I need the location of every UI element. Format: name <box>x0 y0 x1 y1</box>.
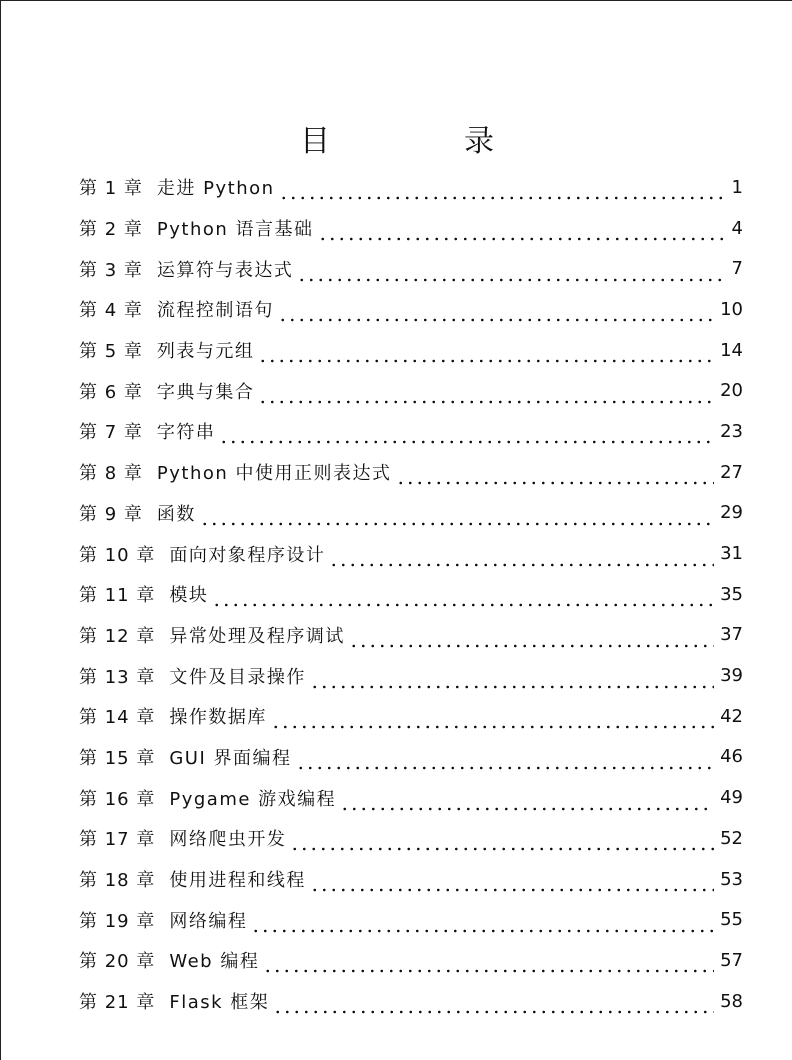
toc-chapter-number: 第 8 章 <box>79 463 143 485</box>
toc-entry-title: 函数 <box>156 503 196 525</box>
toc-chapter-number: 第 12 章 <box>79 625 156 647</box>
dot-leader <box>396 467 715 485</box>
toc-entry-title: 操作数据库 <box>169 707 267 729</box>
toc-entry-title: Pygame 游戏编程 <box>169 788 337 810</box>
toc-page-number: 37 <box>720 624 743 646</box>
toc-entry <box>79 655 743 696</box>
toc-page-number: 4 <box>731 217 743 239</box>
toc-page-number: 29 <box>720 502 743 524</box>
toc-entry <box>79 574 743 615</box>
dot-leader <box>340 793 714 811</box>
toc-entry <box>79 208 743 249</box>
toc-entry <box>79 777 743 818</box>
toc-page-number: 31 <box>720 543 743 565</box>
dot-leader <box>200 508 714 526</box>
toc-entry-title: 模块 <box>169 585 209 607</box>
toc-chapter-number: 第 5 章 <box>79 341 143 363</box>
toc-chapter-number: 第 2 章 <box>79 219 143 241</box>
toc-entry-title: 使用进程和线程 <box>169 870 306 892</box>
toc-entry <box>79 981 743 1022</box>
toc-entry-title: 运算符与表达式 <box>156 259 294 281</box>
dot-leader <box>212 589 714 607</box>
toc-entry-title: 走进 Python <box>156 178 275 200</box>
toc-chapter-number: 第 21 章 <box>79 992 156 1014</box>
toc-page-number: 55 <box>720 909 743 931</box>
toc-chapter-number: 第 10 章 <box>79 544 156 566</box>
toc-chapter-number: 第 7 章 <box>79 422 143 444</box>
dot-leader <box>310 671 714 689</box>
toc-entry-title: Web 编程 <box>169 951 260 973</box>
toc-entry <box>79 330 743 371</box>
dot-leader <box>258 345 714 363</box>
toc-entry-title: 面向对象程序设计 <box>169 544 326 566</box>
toc-entry-title: Python 中使用正则表达式 <box>156 463 392 485</box>
toc-chapter-number: 第 15 章 <box>79 747 156 769</box>
toc-page-number: 20 <box>720 380 743 402</box>
toc-chapter-number: 第 17 章 <box>79 829 156 851</box>
dot-leader <box>318 223 723 241</box>
dot-leader <box>349 630 714 648</box>
toc-entry <box>79 940 743 981</box>
toc-page-number: 23 <box>720 420 743 442</box>
toc-chapter-number: 第 16 章 <box>79 788 156 810</box>
dot-leader <box>219 426 714 444</box>
toc-entry-title: 网络爬虫开发 <box>169 829 287 851</box>
toc-chapter-number: 第 14 章 <box>79 707 156 729</box>
toc-page-number: 35 <box>720 583 743 605</box>
dot-leader <box>258 386 714 404</box>
toc-entry <box>79 615 743 656</box>
toc-page-number: 52 <box>720 827 743 849</box>
toc-entry <box>79 533 743 574</box>
toc-entry <box>79 737 743 778</box>
dot-leader <box>273 996 714 1014</box>
toc-page-number: 46 <box>720 746 743 768</box>
toc-page-number: 53 <box>720 868 743 890</box>
dot-leader <box>271 711 714 729</box>
dot-leader <box>297 264 723 282</box>
dot-leader <box>329 549 714 567</box>
toc-entry-title: 字典与集合 <box>156 381 255 403</box>
toc-page-number: 39 <box>720 665 743 687</box>
toc-chapter-number: 第 9 章 <box>79 503 143 525</box>
dot-leader <box>251 915 714 933</box>
toc-page-number: 10 <box>720 298 743 320</box>
toc-entry <box>79 452 743 493</box>
toc-chapter-number: 第 11 章 <box>79 585 156 607</box>
toc-entry-title: Python 语言基础 <box>156 219 314 241</box>
toc-entry <box>79 859 743 900</box>
toc-entry-title: 列表与元组 <box>156 341 255 363</box>
toc-page-number: 27 <box>720 461 743 483</box>
dot-leader <box>310 874 714 892</box>
toc-chapter-number: 第 18 章 <box>79 870 156 892</box>
toc-entry <box>79 696 743 737</box>
toc-chapter-number: 第 19 章 <box>79 910 156 932</box>
toc-entry <box>79 248 743 289</box>
toc-entry-title: 异常处理及程序调试 <box>169 625 345 647</box>
toc-entry <box>79 899 743 940</box>
toc-entry <box>79 493 743 534</box>
toc-entry <box>79 411 743 452</box>
toc-chapter-number: 第 3 章 <box>79 259 143 281</box>
page-title: 目 录 <box>300 124 546 159</box>
toc-chapter-number: 第 1 章 <box>79 178 143 200</box>
toc-page-number: 57 <box>720 949 743 971</box>
dot-leader <box>290 833 714 851</box>
toc-chapter-number: 第 4 章 <box>79 300 143 322</box>
toc-chapter-number: 第 13 章 <box>79 666 156 688</box>
toc-page-number: 58 <box>720 990 743 1012</box>
toc-page-number: 49 <box>720 787 743 809</box>
toc-chapter-number: 第 6 章 <box>79 381 143 403</box>
toc-page-number: 1 <box>731 176 743 198</box>
toc-entry-title: 文件及目录操作 <box>169 666 306 688</box>
toc-entry-title: 字符串 <box>156 422 216 444</box>
dot-leader <box>279 182 723 200</box>
toc-entry <box>79 289 743 330</box>
toc-entry-title: GUI 界面编程 <box>169 747 292 769</box>
toc-page-number: 42 <box>720 705 743 727</box>
dot-leader <box>296 752 715 770</box>
toc-page-number: 7 <box>731 258 743 280</box>
toc-page-number: 14 <box>720 339 743 361</box>
dot-leader <box>278 304 714 322</box>
table-of-contents <box>79 167 743 1021</box>
toc-entry <box>79 818 743 859</box>
toc-entry <box>79 167 743 208</box>
toc-entry <box>79 370 743 411</box>
dot-leader <box>263 955 714 973</box>
toc-entry-title: Flask 框架 <box>169 992 270 1014</box>
toc-entry-title: 网络编程 <box>169 910 248 932</box>
toc-entry-title: 流程控制语句 <box>156 300 274 322</box>
toc-chapter-number: 第 20 章 <box>79 951 156 973</box>
